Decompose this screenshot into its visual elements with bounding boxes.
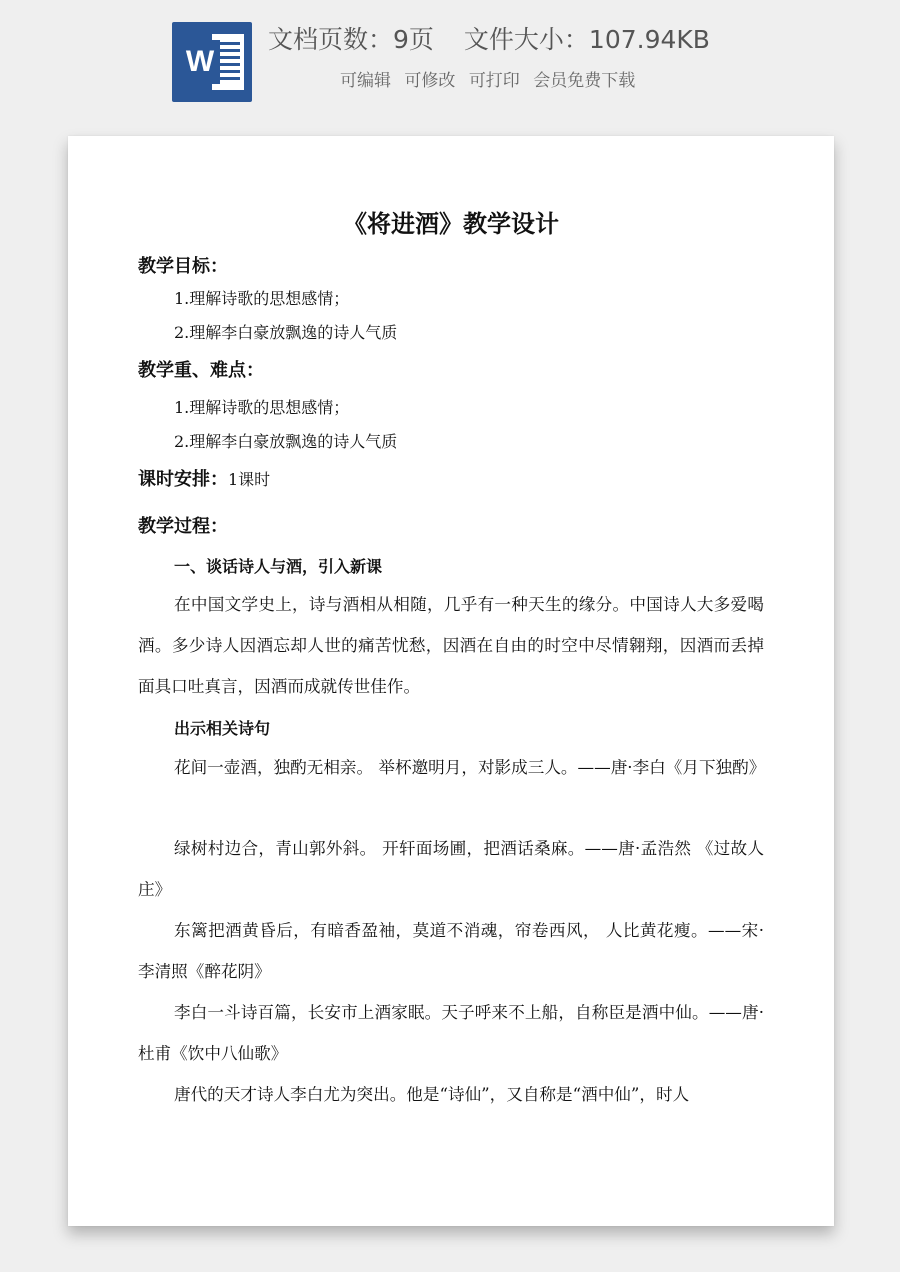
poem-quote-4: 李白一斗诗百篇，长安市上酒家眠。天子呼来不上船，自称臣是酒中仙。——唐·杜甫《饮中八仙歌》 — [138, 1003, 764, 1063]
section-1-title: 一、谈话诗人与酒，引入新课 — [174, 557, 383, 576]
goals-heading: 教学目标： — [138, 256, 228, 277]
process-heading: 教学过程： — [138, 516, 228, 537]
feature-tags — [340, 66, 643, 91]
schedule-line — [138, 465, 270, 491]
show-poems-heading: 出示相关诗句 — [174, 719, 271, 738]
poem-quote-3: 东篱把酒黄昏后，有暗香盈袖，莫道不消魂，帘卷西风， 人比黄花瘦。——宋·李清照《醉花阴》 — [138, 921, 764, 981]
feature-member-free-download: 会员免费下载 — [533, 71, 636, 91]
key-point-item-2: 2.理解李白豪放飘逸的诗人气质 — [174, 432, 398, 451]
feature-modifiable: 可修改 — [404, 71, 456, 91]
word-icon-letter: W — [180, 40, 220, 84]
key-point-item-1: 1.理解诗歌的思想感情； — [174, 398, 350, 417]
closing-paragraph: 唐代的天才诗人李白尤为突出。他是“诗仙”，又自称是“酒中仙”，时人 — [174, 1085, 690, 1104]
schedule-value: 1课时 — [228, 470, 271, 489]
goal-item-2: 2.理解李白豪放飘逸的诗人气质 — [174, 323, 398, 342]
page-count: 文档页数：9页 — [268, 25, 434, 54]
file-size: 文件大小：107.94KB — [463, 25, 710, 54]
goal-item-1: 1.理解诗歌的思想感情； — [174, 289, 350, 308]
poem-quote-1: 花间一壶酒，独酌无相亲。 举杯邀明月，对影成三人。——唐·李白《月下独酌》 — [174, 758, 766, 777]
intro-paragraph: 在中国文学史上，诗与酒相从相随，几乎有一种天生的缘分。中国诗人大多爱喝酒。多少诗人因酒忘却人世的痛苦忧愁，因酒在自由的时空中尽情翱翔，因酒而丢掉面具口吐真言，因酒而成就传世佳作。 — [138, 595, 764, 696]
feature-printable: 可打印 — [468, 71, 520, 91]
download-info-header — [0, 0, 900, 120]
document-page — [68, 136, 834, 1226]
file-info — [268, 20, 710, 56]
word-document-icon — [172, 22, 252, 102]
schedule-label: 课时安排： — [138, 469, 228, 490]
key-points-heading: 教学重、难点： — [138, 360, 264, 381]
poem-quote-2: 绿树村边合，青山郭外斜。 开轩面场圃，把酒话桑麻。——唐·孟浩然 《过故人庄》 — [138, 839, 764, 899]
document-title: 《将进酒》教学设计 — [343, 210, 559, 238]
feature-editable: 可编辑 — [340, 71, 391, 91]
